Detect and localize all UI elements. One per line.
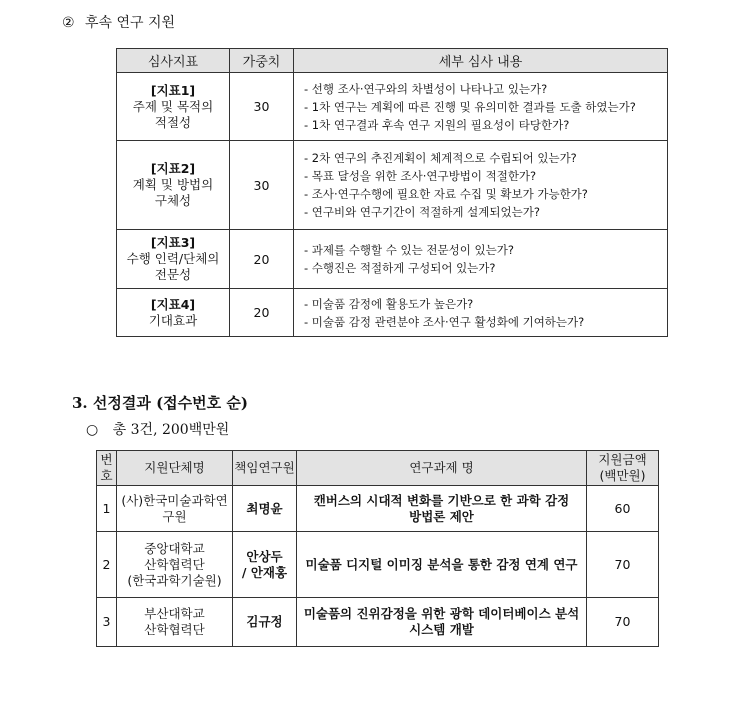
detail-line: - 2차 연구의 추진계획이 체계적으로 수립되어 있는가? (304, 151, 577, 165)
criteria-weight: 30 (230, 73, 294, 141)
criteria-row (117, 230, 668, 289)
indicator-name: 주제 및 목적의 (132, 98, 214, 114)
criteria-row (117, 141, 668, 230)
result-no: 2 (97, 532, 117, 598)
criteria-header-row (117, 49, 668, 73)
detail-line: - 수행진은 적절하게 구성되어 있는가? (304, 261, 496, 275)
title-line: 미술품 디지털 이미징 분석을 통한 감정 연계 연구 (305, 556, 578, 572)
criteria-header-detail: 세부 심사 내용 (294, 49, 668, 73)
results-header-org: 지원단체명 (117, 451, 233, 486)
indicator-code: [지표3] (150, 235, 196, 250)
org-line: 산학협력단 (144, 556, 205, 572)
results-table (96, 450, 659, 647)
detail-line: - 과제를 수행할 수 있는 전문성이 있는가? (304, 243, 514, 257)
section-heading-followup (62, 12, 175, 32)
org-line: (한국과학기술원) (127, 572, 222, 588)
header-no-line: 호 (100, 468, 113, 483)
criteria-detail (294, 141, 668, 230)
title-line: 시스템 개발 (409, 622, 474, 637)
result-no: 3 (97, 598, 117, 647)
result-org (117, 598, 233, 647)
header-amount-line: (백만원) (599, 468, 646, 483)
criteria-weight: 30 (230, 141, 294, 230)
indicator-name: 계획 및 방법의 (132, 177, 214, 192)
results-header-row (97, 451, 659, 486)
criteria-detail (294, 73, 668, 141)
section-heading-results: 3. 선정결과 (접수번호 순) (72, 394, 248, 412)
org-line: (사)한국미술과학연 (121, 492, 228, 508)
detail-line: - 미술품 감정 관련분야 조사·연구 활성화에 기여하는가? (304, 314, 585, 329)
person-line: / 안재홍 (241, 564, 288, 580)
result-amount: 70 (587, 532, 659, 598)
result-person (233, 486, 297, 532)
result-amount: 70 (587, 598, 659, 647)
indicator-name: 수행 인력/단체의 (126, 251, 220, 266)
detail-line: - 목표 달성을 위한 조사·연구방법이 적절한가? (304, 169, 537, 183)
result-org (117, 486, 233, 532)
criteria-detail (294, 289, 668, 337)
criteria-indicator (117, 141, 230, 230)
result-no: 1 (97, 486, 117, 532)
header-no-line: 번 (100, 452, 113, 467)
result-person (233, 532, 297, 598)
criteria-weight: 20 (230, 230, 294, 289)
criteria-indicator (117, 289, 230, 337)
result-title (297, 486, 587, 532)
indicator-name: 전문성 (154, 267, 192, 282)
header-amount-line: 지원금액 (598, 452, 647, 467)
person-line: 김규정 (246, 614, 283, 629)
result-org (117, 532, 233, 598)
person-line: 최명윤 (246, 500, 283, 516)
criteria-detail (294, 230, 668, 289)
detail-line: - 1차 연구는 계획에 따른 진행 및 유의미한 결과를 도출 하였는가? (304, 99, 636, 114)
criteria-table (116, 48, 668, 337)
indicator-name: 적절성 (154, 114, 192, 130)
results-row (97, 532, 659, 598)
criteria-indicator (117, 73, 230, 141)
indicator-name: 구체성 (154, 193, 192, 208)
results-header-amount (587, 451, 659, 486)
indicator-code: [지표4] (150, 296, 196, 312)
results-header-person: 책임연구원 (233, 451, 297, 486)
results-row (97, 598, 659, 647)
detail-line: - 연구비와 연구기간이 적절하게 설계되었는가? (304, 205, 540, 219)
detail-line: - 미술품 감정에 활용도가 높은가? (304, 296, 474, 311)
result-title (297, 598, 587, 647)
results-header-title: 연구과제 명 (297, 451, 587, 486)
indicator-code: [지표2] (150, 161, 196, 176)
criteria-row (117, 289, 668, 337)
criteria-indicator (117, 230, 230, 289)
detail-line: - 조사·연구수행에 필요한 자료 수집 및 확보가 가능한가? (304, 187, 588, 201)
detail-line: - 선행 조사·연구와의 차별성이 나타나고 있는가? (304, 81, 548, 96)
title-line: 방법론 제안 (409, 508, 474, 524)
results-header-no (97, 451, 117, 486)
org-line: 산학협력단 (144, 622, 205, 637)
result-person (233, 598, 297, 647)
results-summary (86, 419, 229, 439)
criteria-header-indicator: 심사지표 (117, 49, 230, 73)
result-amount: 60 (587, 486, 659, 532)
org-line: 구원 (162, 508, 187, 524)
org-line: 중앙대학교 (144, 540, 205, 556)
title-line: 미술품의 진위감정을 위한 광학 데이터베이스 분석 (303, 606, 580, 621)
indicator-name: 기대효과 (148, 312, 198, 328)
person-line: 안상두 (246, 548, 283, 564)
result-title (297, 532, 587, 598)
title-line: 캔버스의 시대적 변화를 기반으로 한 과학 감정 (313, 492, 570, 508)
section-title: 후속 연구 지원 (85, 15, 176, 31)
bullet-icon: ○ (86, 422, 99, 438)
results-row (97, 486, 659, 532)
summary-text: 총 3건, 200백만원 (112, 422, 230, 438)
org-line: 부산대학교 (144, 606, 205, 621)
criteria-header-weight: 가중치 (230, 49, 294, 73)
criteria-weight: 20 (230, 289, 294, 337)
indicator-code: [지표1] (150, 82, 196, 98)
criteria-row (117, 73, 668, 141)
detail-line: - 1차 연구결과 후속 연구 지원의 필요성이 타당한가? (304, 117, 570, 132)
section-marker: ② (62, 15, 75, 31)
